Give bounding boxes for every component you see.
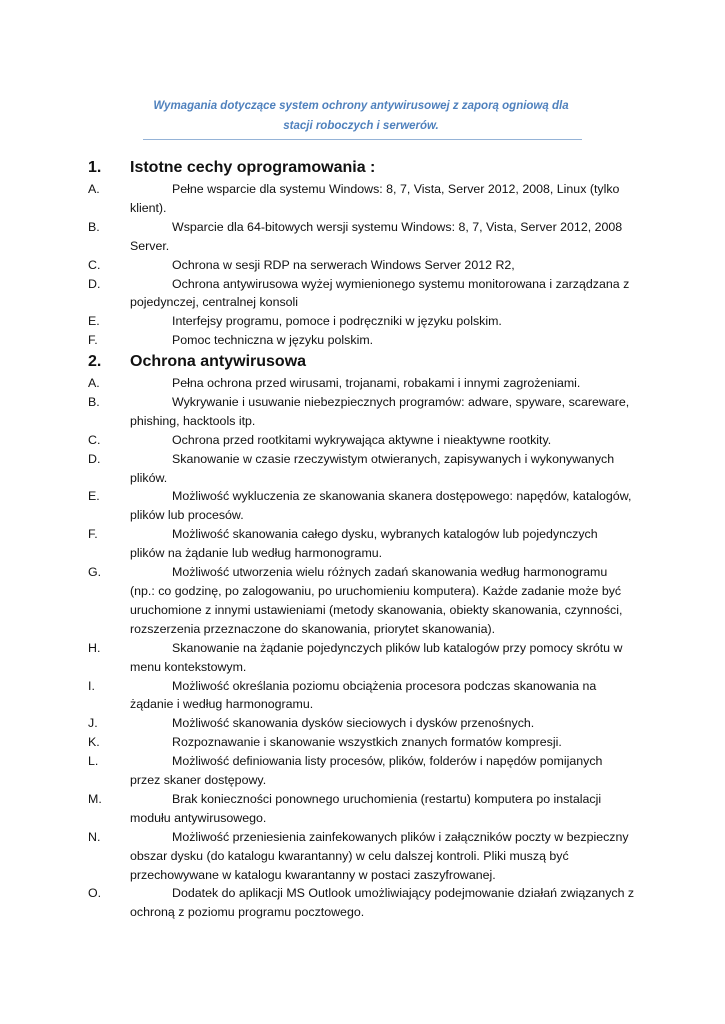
section-heading-1 bbox=[88, 158, 375, 178]
item-text: Dodatek do aplikacji MS Outlook umożliwiający podejmowanie działań związanych z ochroną z poziomu programu pocztowego. bbox=[130, 886, 635, 920]
item-letter: B. bbox=[88, 219, 100, 234]
list-item bbox=[88, 393, 635, 431]
item-letter: C. bbox=[88, 257, 101, 272]
list-item bbox=[88, 639, 635, 677]
list-item bbox=[88, 331, 635, 350]
item-text: Rozpoznawanie i skanowanie wszystkich znanych formatów kompresji. bbox=[172, 735, 562, 750]
item-text: Pełne wsparcie dla systemu Windows: 8, 7, Vista, Server 2012, 2008, Linux (tylko klient). bbox=[130, 182, 620, 215]
item-text: Brak konieczności ponownego uruchomienia (restartu) komputera po instalacji modułu antywirusowego. bbox=[130, 791, 602, 825]
section-2-list bbox=[88, 374, 635, 922]
list-item bbox=[88, 677, 635, 715]
section-heading-2 bbox=[88, 352, 306, 372]
section-title: Istotne cechy oprogramowania : bbox=[130, 159, 376, 176]
item-text: Wsparcie dla 64-bitowych wersji systemu Windows: 8, 7, Vista, Server 2012, 2008 Server. bbox=[130, 219, 623, 253]
list-item bbox=[88, 180, 635, 218]
item-text: Możliwość definiowania listy procesów, plików, folderów i napędów pomijanych przez skaner dostępowy. bbox=[130, 754, 603, 788]
item-text: Możliwość wykluczenia ze skanowania skanera dostępowego: napędów, katalogów, plików lub procesów. bbox=[130, 489, 632, 523]
list-item bbox=[88, 275, 635, 313]
section-title: Ochrona antywirusowa bbox=[130, 353, 307, 370]
list-item bbox=[88, 828, 635, 885]
item-letter: A. bbox=[88, 376, 100, 390]
item-letter: M. bbox=[88, 791, 102, 806]
list-item bbox=[88, 884, 635, 922]
document-title bbox=[140, 97, 582, 136]
document-title-line-1: Wymagania dotyczące system ochrony antywirusowej z zaporą ogniową dla bbox=[153, 100, 569, 112]
section-number: 1. bbox=[88, 159, 102, 176]
item-text: Możliwość przeniesienia zainfekowanych plików i załączników poczty w bezpieczny obszar dysku (do katalogu kwarantanny) w celu dalszej kontroli. Pliki muszą być przechowywane w katalogu kwarantanny w postaci zaszyfrowanej. bbox=[130, 829, 629, 882]
section-number: 2. bbox=[88, 353, 102, 370]
list-item bbox=[88, 733, 635, 752]
title-divider bbox=[143, 139, 582, 140]
item-letter: C. bbox=[88, 432, 101, 447]
list-item bbox=[88, 752, 635, 790]
list-item bbox=[88, 218, 635, 256]
item-text: Skanowanie na żądanie pojedynczych plików lub katalogów przy pomocy skrótu w menu kontekstowym. bbox=[130, 640, 623, 674]
list-item bbox=[88, 374, 635, 393]
item-letter: F. bbox=[88, 333, 98, 348]
item-text: Wykrywanie i usuwanie niebezpiecznych programów: adware, spyware, scareware, phishing, hacktools itp. bbox=[130, 394, 630, 428]
item-text: Skanowanie w czasie rzeczywistym otwieranych, zapisywanych i wykonywanych plików. bbox=[130, 451, 615, 485]
list-item bbox=[88, 487, 635, 525]
item-letter: G. bbox=[88, 565, 102, 580]
item-text: Możliwość skanowania całego dysku, wybranych katalogów lub pojedynczych plików na żądanie lub według harmonogramu. bbox=[130, 527, 598, 561]
item-letter: A. bbox=[88, 182, 100, 196]
list-item bbox=[88, 790, 635, 828]
item-letter: E. bbox=[88, 314, 100, 329]
item-text: Możliwość skanowania dysków sieciowych i dysków przenośnych. bbox=[172, 716, 535, 731]
item-text: Pomoc techniczna w języku polskim. bbox=[172, 333, 374, 348]
section-1-list bbox=[88, 180, 635, 350]
item-letter: F. bbox=[88, 527, 98, 542]
item-letter: N. bbox=[88, 829, 101, 844]
item-text: Możliwość określania poziomu obciążenia procesora podczas skanowania na żądanie i według harmonogramu. bbox=[130, 678, 597, 712]
list-item bbox=[88, 525, 635, 563]
item-letter: O. bbox=[88, 886, 102, 901]
item-text: Ochrona przed rootkitami wykrywająca aktywne i nieaktywne rootkity. bbox=[172, 432, 552, 447]
item-letter: H. bbox=[88, 640, 101, 655]
item-letter: E. bbox=[88, 489, 100, 504]
item-text: Ochrona antywirusowa wyżej wymienionego systemu monitorowana i zarządzana z pojedynczej, centralnej konsoli bbox=[130, 276, 630, 310]
item-letter: L. bbox=[88, 754, 99, 769]
item-text: Pełna ochrona przed wirusami, trojanami, robakami i innymi zagrożeniami. bbox=[172, 376, 581, 390]
item-letter: I. bbox=[88, 678, 95, 693]
list-item bbox=[88, 450, 635, 488]
item-letter: K. bbox=[88, 735, 100, 750]
item-letter: D. bbox=[88, 451, 101, 466]
list-item bbox=[88, 256, 635, 275]
item-letter: D. bbox=[88, 276, 101, 291]
document-title-line-2: stacji roboczych i serwerów. bbox=[283, 119, 439, 132]
item-text: Interfejsy programu, pomoce i podręczniki w języku polskim. bbox=[172, 314, 502, 329]
item-text: Ochrona w sesji RDP na serwerach Windows Server 2012 R2, bbox=[172, 257, 515, 272]
item-letter: B. bbox=[88, 394, 100, 409]
item-text: Możliwość utworzenia wielu różnych zadań skanowania według harmonogramu (np.: co godzinę, po zalogowaniu, po uruchomieniu komputera). Każde zadanie może być uruchomione z innymi ustawieniami (metody skanowania, obiekty skanowania, czynności, rozszerzenia przeznaczone do skanowania, priorytet skanowania). bbox=[130, 565, 623, 636]
list-item bbox=[88, 714, 635, 733]
list-item bbox=[88, 431, 635, 450]
list-item bbox=[88, 563, 635, 639]
item-letter: J. bbox=[88, 716, 98, 731]
list-item bbox=[88, 312, 635, 331]
